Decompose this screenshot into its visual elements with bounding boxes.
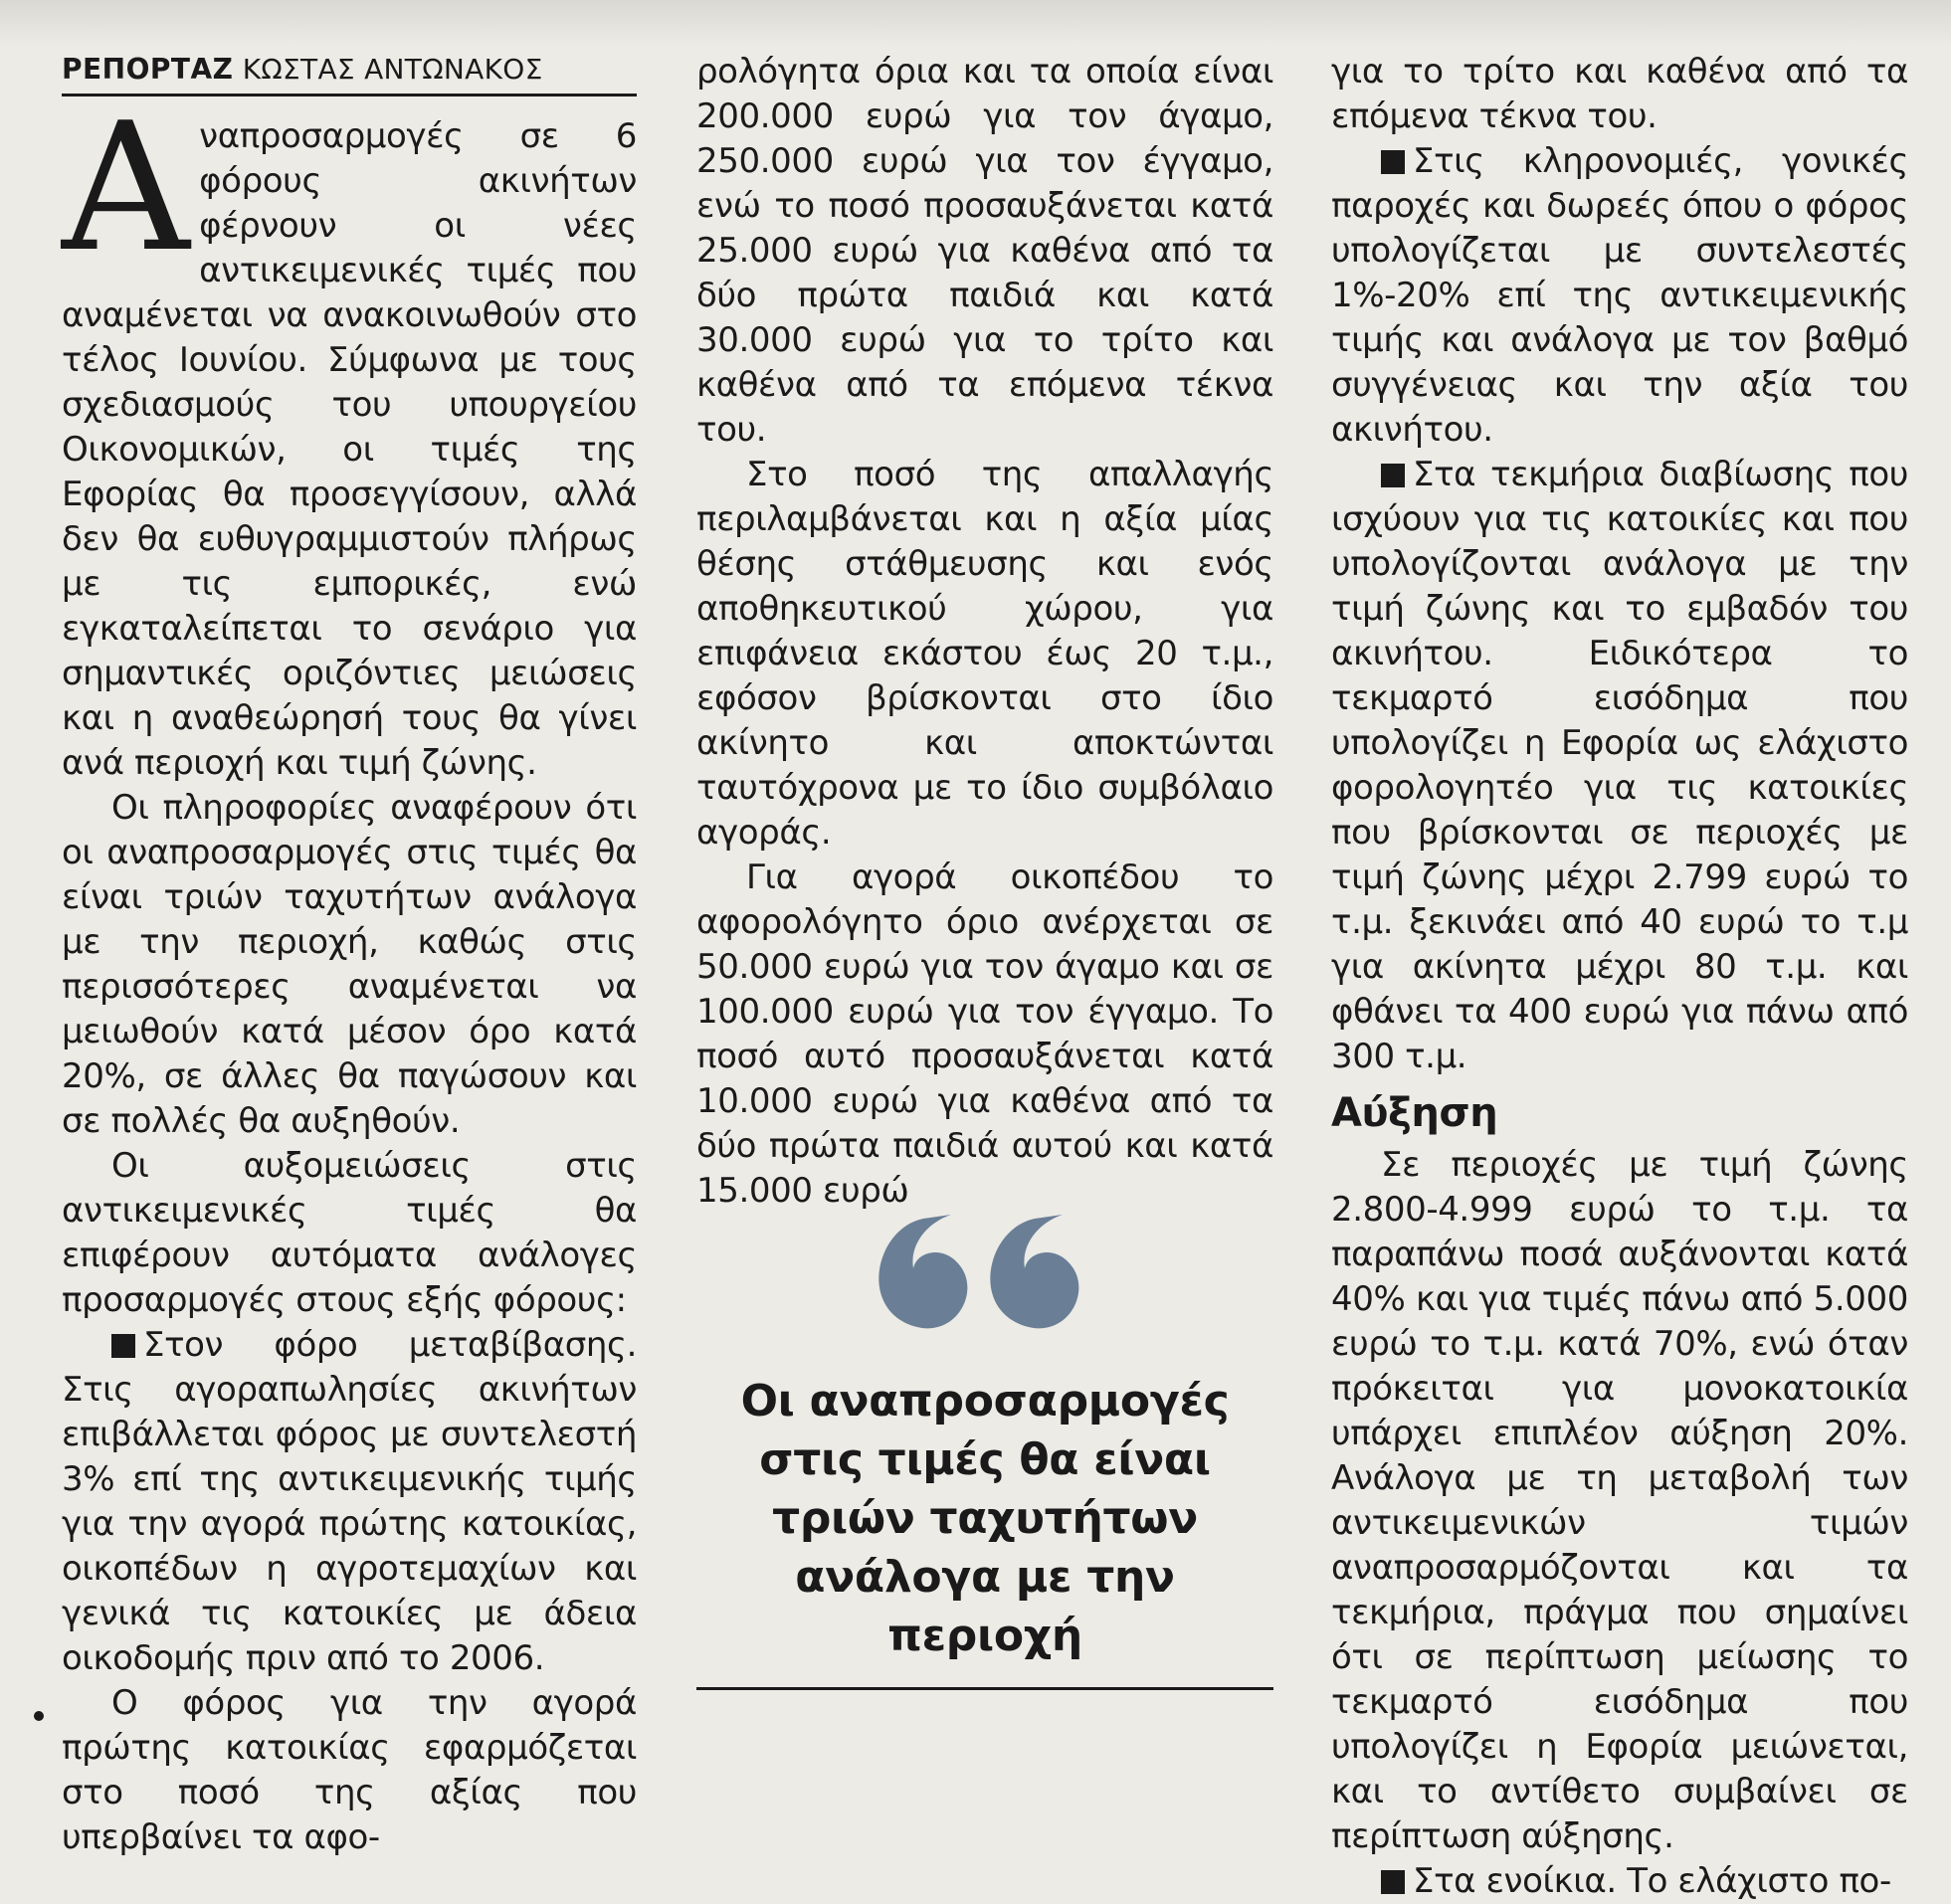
bullet-square-icon [1381,150,1405,174]
bullet-paragraph: Στις κληρονομιές, γονικές παροχές και δωρεές όπου ο φόρος υπολογίζεται με συντελεστές 1%-20% επί της αντικειμενικής τιμής και ανάλογα με τον βαθμό συγγένειας και την αξία του ακινήτου. [1331,141,1908,450]
paragraph: Ο φόρος για την αγορά πρώτης κατοικίας εφαρμόζεται στο ποσό της αξίας που υπερβαίνει τα αφο- [62,1683,637,1857]
article-column-1 [62,50,637,1860]
article-column-2 [696,50,1273,1214]
bullet-square-icon [1381,464,1405,487]
paragraph: Στο ποσό της απαλλαγής περιλαμβάνεται και η αξία μίας θέσης στάθμευσης και ενός αποθηκευτικού χώρου, για επιφάνεια εκάστου έως 20 τ.μ., εφόσον βρίσκονται στο ίδιο ακίνητο και αποκτώνται ταυτόχρονα με το ίδιο συμβόλαιο αγοράς. [696,455,1273,853]
bullet-paragraph: Στον φόρο μεταβίβασης. Στις αγοραπωλησίες ακινήτων επιβάλλεται φόρος με συντελεστή 3% επί της αντικειμενικής τιμής για την αγορά πρώτης κατοικίας, οικοπέδων η αγροτεμαχίων και γενικά τις κατοικίες με άδεια οικοδομής πριν από το 2006. [62,1325,637,1678]
pull-quote [696,1159,1273,1690]
paragraph: ρολόγητα όρια και τα οποία είναι 200.000 ευρώ για τον άγαμο, 250.000 ευρώ για τον έγγαμο, ενώ το ποσό προσαυξάνεται κατά 25.000 ευρώ για καθένα από τα δύο πρώτα παιδιά και κατά 30.000 ευρώ για το τρίτο και καθένα από τα επόμενα τέκνα του. [696,52,1273,450]
pull-quote-rule [696,1687,1273,1690]
margin-dot-icon [34,1711,44,1721]
author-name: ΚΩΣΤΑΣ ΑΝΤΩΝΑΚΟΣ [242,53,543,86]
previous-page-bleed [0,0,1951,46]
byline [62,50,637,96]
paragraph: Για αγορά οικοπέδου το αφορολόγητο όριο ανέρχεται σε 50.000 ευρώ για τον άγαμο και σε 100.000 ευρώ για τον έγγαμο. Το ποσό αυτό προσαυξάνεται κατά 10.000 ευρώ για καθένα από τα δύο πρώτα παιδιά αυτού και κατά 15.000 ευρώ [696,857,1273,1211]
bullet-paragraph: Στα ενοίκια. Το ελάχιστο πο- [1331,1859,1908,1904]
bullet-paragraph: Στα τεκμήρια διαβίωσης που ισχύουν για τις κατοικίες και που υπολογίζονται ανάλογα με την τιμή ζώνης και το εμβαδόν του ακινήτου. Ειδικότερα το τεκμαρτό εισόδημα που υπολογίζει η Εφορία ως ελάχιστο φορολογητέο για τις κατοικίες που βρίσκονται σε περιοχές με τιμή ζώνης μέχρι 2.799 ευρώ το τ.μ. ξεκινάει από 40 ευρώ το τ.μ για ακίνητα μέχρι 80 τ.μ. και φθάνει τα 400 ευρώ για πάνω από 300 τ.μ. [1331,455,1908,1076]
article-column-3 [1331,50,1908,1904]
section-kicker: ΡΕΠΟΡΤΑΖ [62,53,234,86]
paragraph: Σε περιοχές με τιμή ζώνης 2.800-4.999 ευρώ το τ.μ. τα παραπάνω ποσά αυξάνονται κατά 40% και για τιμές πάνω από 5.000 ευρώ το τ.μ. κατά 70%, ενώ όταν πρόκειται για μονοκατοικία υπάρχει επιπλέον αύξηση 20%. Ανάλογα με τη μεταβολή των αντικειμενικών τιμών αναπροσαρμόζονται και τα τεκμήρια, πράγμα που σημαίνει ότι σε περίπτωση μείωσης το τεκμαρτό εισόδημα που υπολογίζει η Εφορία μειώνεται, και το αντίθετο συμβαίνει σε περίπτωση αύξησης. [1331,1145,1908,1856]
pull-quote-text: Οι αναπροσαρμογές στις τιμές θα είναι τριών ταχυτήτων ανάλογα με την περιοχή [740,1376,1230,1661]
lead-paragraph: Αναπροσαρμογές σε 6 φόρους ακινήτων φέρνουν οι νέες αντικειμενικές τιμές που αναμένεται να ανακοινωθούν στο τέλος Ιουνίου. Σύμφωνα με τους σχεδιασμούς του υπουργείου Οικονομικών, οι τιμές της Εφορίας θα προσεγγίσουν, αλλά δεν θα ευθυγραμμιστούν πλήρως με τις εμπορικές, ενώ εγκαταλείπεται το σενάριο για σημαντικές οριζόντιες μειώσεις και η αναθεώρησή τους θα γίνει ανά περιοχή και τιμή ζώνης. [62,85,637,783]
paragraph: Οι πληροφορίες αναφέρουν ότι οι αναπροσαρμογές στις τιμές θα είναι τριών ταχυτήτων ανάλογα με την περιοχή, καθώς στις περισσότερες αναμένεται να μειωθούν κατά μέσον όρο κατά 20%, σε άλλες θα παγώσουν και σε πολλές θα αυξηθούν. [62,788,637,1141]
drop-cap: Α [62,85,190,290]
subheading: Αύξηση [1331,1090,1498,1136]
paragraph: Οι αυξομειώσεις στις αντικειμενικές τιμές θα επιφέρουν αυτόματα ανάλογες προσαρμογές στους εξής φόρους: [62,1146,637,1320]
quote-marks-icon [866,1159,1104,1358]
bullet-square-icon [111,1334,135,1358]
paragraph: για το τρίτο και καθένα από τα επόμενα τέκνα του. [1331,52,1908,136]
bullet-square-icon [1381,1870,1405,1894]
